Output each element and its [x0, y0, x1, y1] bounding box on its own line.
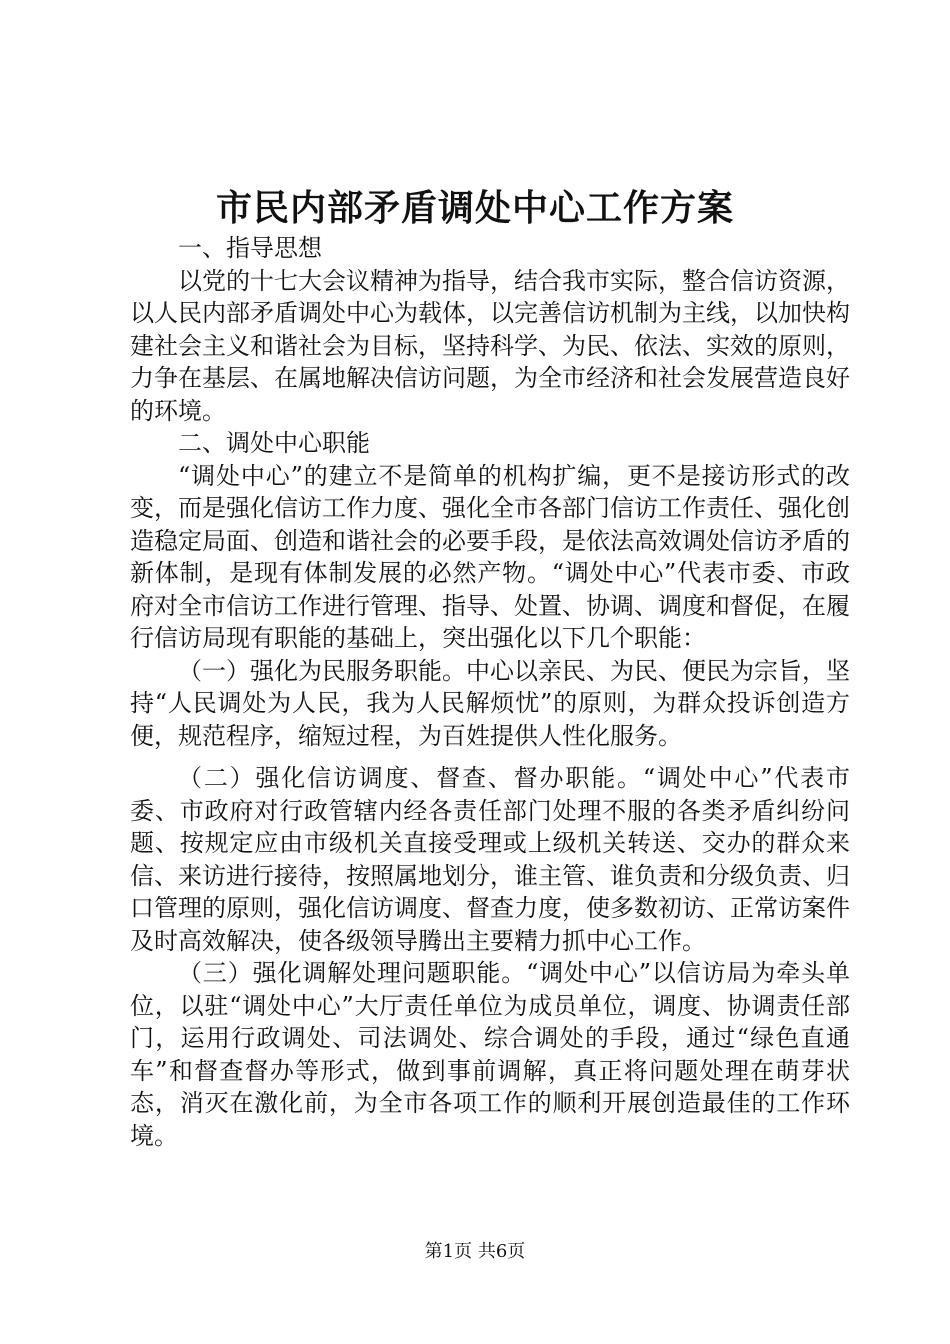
page-footer: 第1页 共6页 — [424, 1241, 526, 1262]
section-heading-guiding-ideology: 一、指导思想 — [178, 234, 322, 262]
paragraph-function-item-1: （一）强化为民服务职能。中心以亲民、为民、便民为宗旨，坚持“人民调处为人民，我为人民解烦忧”的原则，为群众投诉创造方便，规范程序，缩短过程，为百姓提供人性化服务。 — [130, 656, 850, 750]
paragraph-function-item-2: （二）强化信访调度、督查、督办职能。“调处中心”代表市委、市政府对行政管辖内经各责任部门处理不服的各类矛盾纠纷问题、按规定应由市级机关直接受理或上级机关转送、交办的群众来信、来访进行接待，按照属地划分，谁主管、谁负责和分级负责、归口管理的原则，强化信访调度、督查力度，使多数初访、正常访案件及时高效解决，使各级领导腾出主要精力抓中心工作。 — [130, 764, 850, 955]
document-body — [130, 232, 850, 1152]
paragraph-guiding-ideology: 以党的十七大会议精神为指导，结合我市实际，整合信访资源，以人民内部矛盾调处中心为载体，以完善信访机制为主线，以加快构建社会主义和谐社会为目标，坚持科学、为民、依法、实效的原则，力争在基层、在属地解决信访问题，为全市经济和社会发展营造良好的环境。 — [130, 266, 850, 425]
paragraph-center-functions: “调处中心”的建立不是简单的机构扩编，更不是接访形式的改变，而是强化信访工作力度、强化全市各部门信访工作责任、强化创造稳定局面、创造和谐社会的必要手段，是依法高效调处信访矛盾的新体制，是现有体制发展的必然产物。“调处中心”代表市委、市政府对全市信访工作进行管理、指导、处置、协调、调度和督促，在履行信访局现有职能的基础上，突出强化以下几个职能： — [130, 461, 850, 652]
paragraph-function-item-3: （三）强化调解处理问题职能。“调处中心”以信访局为牵头单位，以驻“调处中心”大厅责任单位为成员单位，调度、协调责任部门，运用行政调处、司法调处、综合调处的手段，通过“绿色直通车”和督查督办等形式，做到事前调解，真正将问题处理在萌芽状态，消灭在激化前，为全市各项工作的顺利开展创造最佳的工作环境。 — [130, 959, 850, 1150]
document-title: 市民内部矛盾调处中心工作方案 — [215, 187, 734, 229]
section-heading-center-functions: 二、调处中心职能 — [178, 429, 370, 457]
